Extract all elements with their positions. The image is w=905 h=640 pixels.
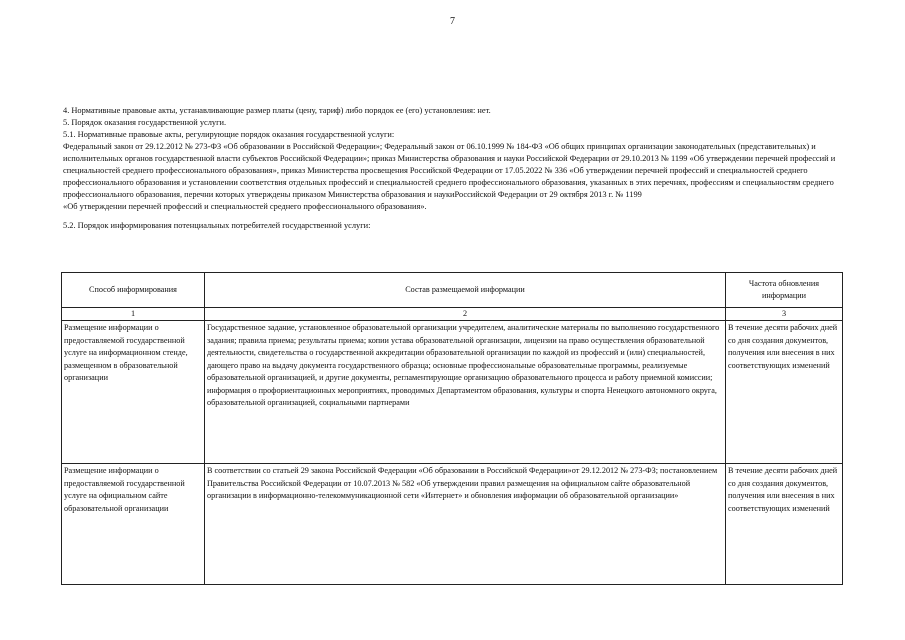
header-content: Состав размещаемой информации: [205, 273, 726, 308]
document-body: [63, 105, 853, 232]
paragraph-5-1: 5.1. Нормативные правовые акты, регулирующие порядок оказания государственной услуги:: [63, 130, 395, 139]
column-number: 2: [205, 308, 726, 321]
column-number: 3: [726, 308, 843, 321]
page-number: 7: [450, 16, 455, 27]
cell-frequency: В течение десяти рабочих дней со дня создания документов, получения или внесения в них соответствующих изменений: [726, 321, 843, 464]
table-row: [62, 464, 843, 585]
header-frequency: Частота обновления информации: [726, 273, 843, 308]
table-row: [62, 321, 843, 464]
cell-method: Размещение информации о предоставляемой государственной услуге на официальном сайте образовательной организации: [62, 464, 205, 585]
cell-content: Государственное задание, установленное образовательной организации учредителем, аналитические материалы по выполнению государственного задания; правила приема; результаты приема; копии устава образовательной организации, лицензии на право осуществления образовательной деятельности, свидетельства о государственной аккредитации образовательной организации по каждой из профессий и (или) специальностей, дающего право на выдачу документа государственного образца; основные профессиональные образовательные программы, реализуемые образовательной организацией, и другие документы, регламентирующие организацию образовательного процесса и работу приемной комиссии; информация о профориентационных мероприятиях, проводимых Департаментом образования, культуры и спорта Ненецкого автономного округа, образовательной организацией, социальными партнерами: [205, 321, 726, 464]
information-table: [61, 272, 843, 585]
paragraph-4: 4. Нормативные правовые акты, устанавливающие размер платы (цену, тариф) либо порядок ее (его) установления: нет.: [63, 106, 491, 115]
cell-method: Размещение информации о предоставляемой государственной услуге на информационном стенде, размещенном в образовательной организации: [62, 321, 205, 464]
column-number: 1: [62, 308, 205, 321]
cell-content: В соответствии со статьей 29 закона Российской Федерации «Об образовании в Российской Федерации»от 29.12.2012 № 273-ФЗ; постановлением Правительства Российской Федерации от 10.07.2013 № 582 «Об утверждении правил размещения на официальном сайте образовательной организации в информационно-телекоммуникационной сети «Интернет» и обновления информации об образовательной организации»: [205, 464, 726, 585]
paragraph-5-1-text: Федеральный закон от 29.12.2012 № 273-ФЗ «Об образовании в Российской Федерации»; Федеральный закон от 06.10.1999 № 184-ФЗ «Об общих принципах организации законодательных (представительных) и исполнительных органов государственной власти субъектов Российской Федерации»; приказ Министерства образования и науки Российской Федерации от 29.10.2013 № 1199 «Об утверждении перечней профессий и специальностей среднего профессионального образования», приказ Министерства просвещения Российской Федерации от 17.05.2022 № 336 «Об утверждении перечней профессий и специальностей среднего профессионального образования и установлении соответствия отдельных профессий и специальностей среднего профессионального образования, указанных в этих перечнях, профессиям и специальностям среднего профессионального образования, перечни которых утверждены приказом Министерства образования и наукиРоссийской Федерации от 29 октября 2013 г. № 1199: [63, 142, 836, 199]
table-header-row: [62, 273, 843, 308]
paragraph-5-1-tail: «Об утверждении перечней профессий и специальностей среднего профессионального образования».: [63, 202, 427, 211]
paragraph-5: 5. Порядок оказания государственной услуги.: [63, 118, 227, 127]
cell-frequency: В течение десяти рабочих дней со дня создания документов, получения или внесения в них соответствующих изменений: [726, 464, 843, 585]
header-method: Способ информирования: [62, 273, 205, 308]
column-number-row: [62, 308, 843, 321]
paragraph-5-2: 5.2. Порядок информирования потенциальных потребителей государственной услуги:: [63, 221, 371, 230]
